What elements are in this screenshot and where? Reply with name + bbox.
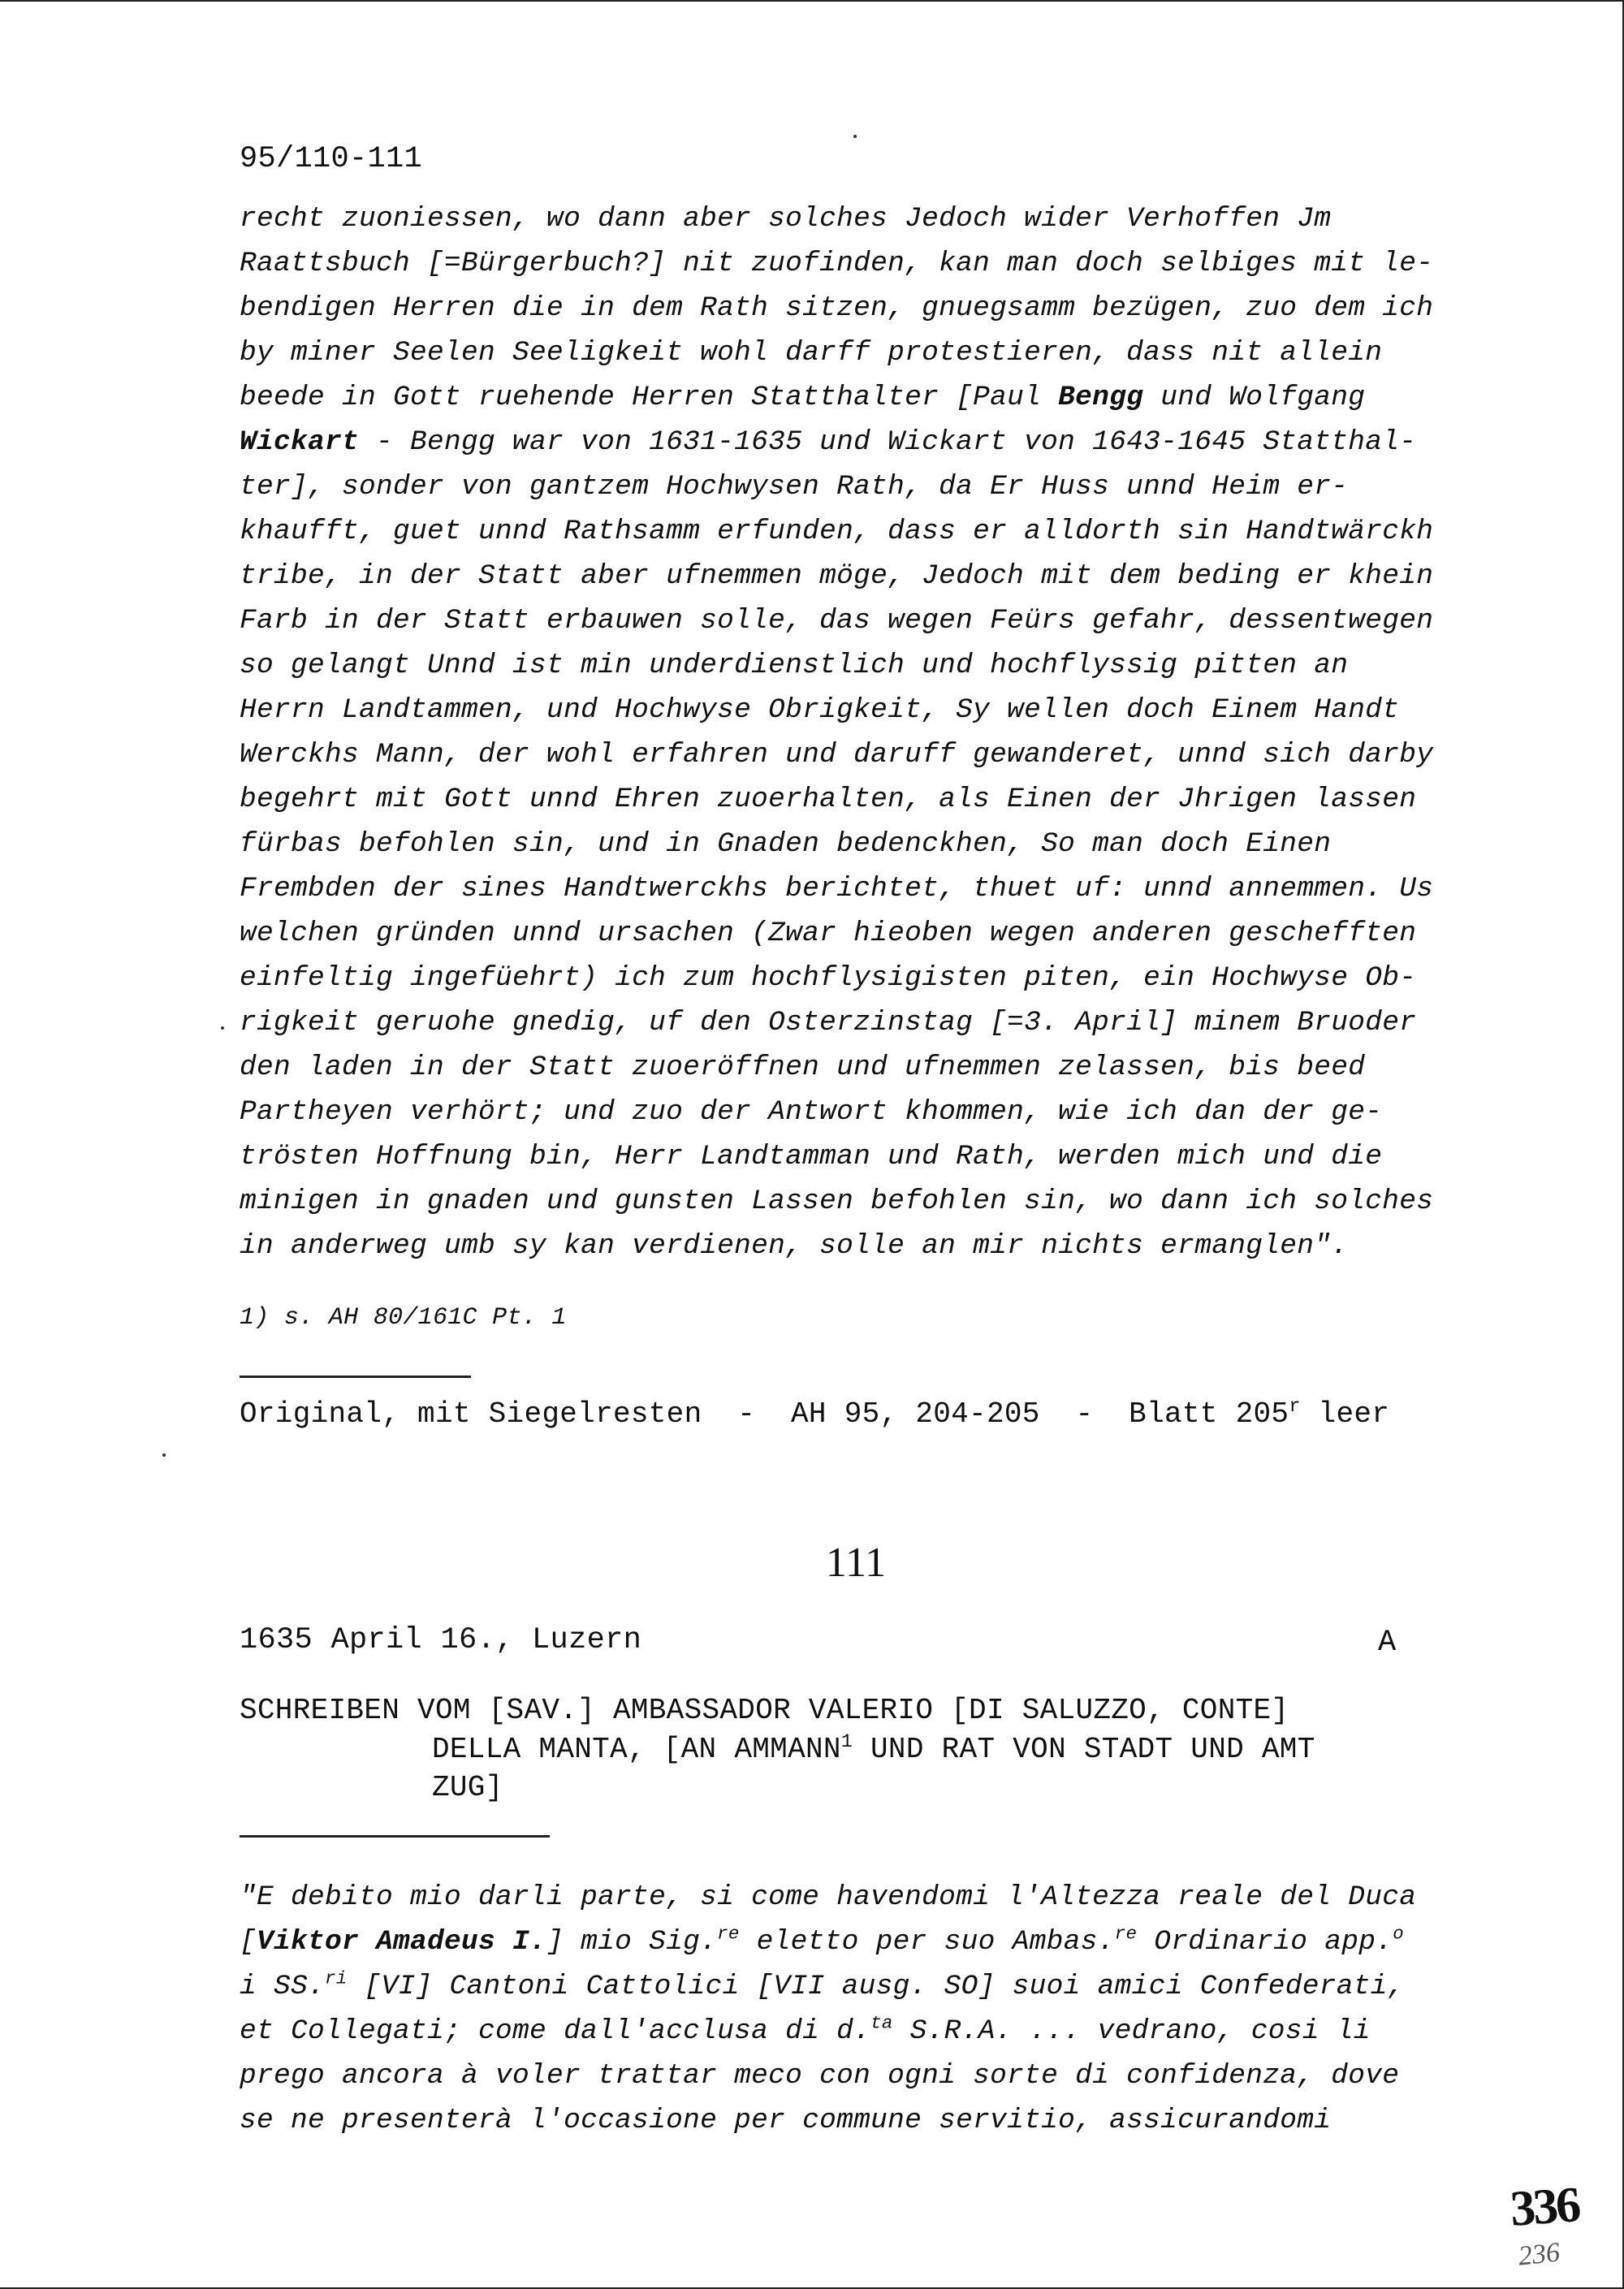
text-line: by miner Seelen Seeligkeit wohl darff protestieren, dass nit allein <box>240 337 1383 369</box>
text-line: Farb in der Statt erbauwen solle, das wegen Feürs gefahr, dessentwegen <box>240 605 1434 637</box>
text-line: Partheyen verhört; und zuo der Antwort khommen, wie ich dan der ge- <box>240 1096 1383 1128</box>
text-line: begehrt mit Gott unnd Ehren zuoerhalten, als Einen der Jhrigen lassen <box>240 784 1417 815</box>
document-type: A <box>1378 1626 1397 1660</box>
source-note: Original, mit Siegelresten - AH 95, 204-205 - Blatt 205$^r$ leer <box>240 1397 1390 1431</box>
text-line: "E debito mio darli parte, si come havendomi l'Altezza reale del Duca <box>240 1881 1417 1913</box>
text-line: et Collegati; come dall'acclusa di d.$^{ta}$ S.R.A. ... vedrano, cosi li <box>240 2012 1371 2047</box>
text-line: so gelangt Unnd ist min underdienstlich und hochflyssig pitten an <box>240 650 1349 681</box>
document-heading: SCHREIBEN VOM [SAV.] AMBASSADOR VALERIO [DI SALUZZO, CONTE] DELLA MANTA, [AN AMMANN$^1$ UND RAT VON STADT UND AMT ZUG] <box>240 1694 1315 1805</box>
handwritten-page-number: 336 <box>1508 2177 1581 2237</box>
text-line: ter], sonder von gantzem Hochwysen Rath, da Er Huss unnd Heim er- <box>240 471 1349 503</box>
text-line: fürbas befohlen sin, und in Gnaden bedenckhen, So man doch Einen <box>240 828 1332 860</box>
text-line: se ne presenterà l'occasione per commune servitio, assicurandomi <box>240 2105 1332 2136</box>
document-number: 111 <box>825 1540 887 1586</box>
text-line: minigen in gnaden und gunsten Lassen befohlen sin, wo dann ich solches <box>240 1186 1434 1217</box>
name-wickart: Wickart <box>240 426 360 458</box>
footnote: 1) s. AH 80/161C Pt. 1 <box>240 1304 567 1332</box>
text-line: rigkeit geruohe gnedig, uf den Osterzinstag [=3. April] minem Bruoder <box>240 1007 1417 1039</box>
text-line: Frembden der sines Handtwerckhs berichtet, thuet uf: unnd annemmen. Us <box>240 873 1434 905</box>
text-line: Raattsbuch [=Bürgerbuch?] nit zuofinden, kan man doch selbiges mit le- <box>240 248 1434 279</box>
heading-divider <box>240 1835 550 1838</box>
text-line: khaufft, guet unnd Rathsamm erfunden, dass er alldorth sin Handtwärckh <box>240 516 1434 547</box>
handwritten-page-number-small: 236 <box>1517 2237 1561 2272</box>
text-line: in anderweg umb sy kan verdienen, solle an mir nichts ermanglen". <box>240 1230 1349 1262</box>
name-bengg: Bengg <box>1058 382 1144 413</box>
text-line: den laden in der Statt zuoeröffnen und ufnemmen zelassen, bis beed <box>240 1052 1366 1083</box>
text-line: Wickart - Bengg war von 1631-1635 und Wickart von 1643-1645 Statthal- <box>240 426 1417 458</box>
text-line: i SS.$^{ri}$ [VI] Cantoni Cattolici [VII ausg. SO] suoi amici Confederati, <box>240 1967 1405 2002</box>
margin-dot <box>162 1453 166 1457</box>
text-line: einfeltig ingefüehrt) ich zum hochflysigisten piten, ein Hochwyse Ob- <box>240 962 1417 994</box>
document-date-place: 1635 April 16., Luzern <box>240 1623 642 1657</box>
text-line: Werckhs Mann, der wohl erfahren und daruff gewanderet, unnd sich darby <box>240 739 1434 771</box>
text-line: bendigen Herren die in dem Rath sitzen, gnuegsamm bezügen, zuo dem ich <box>240 292 1434 324</box>
text-line: trösten Hoffnung bin, Herr Landtamman und Rath, werden mich und die <box>240 1141 1383 1173</box>
text-line: prego ancora à voler trattar meco con ogni sorte di confidenza, dove <box>240 2060 1400 2092</box>
text-line: [Viktor Amadeus I.] mio Sig.$^{re}$ eletto per suo Ambas.$^{re}$ Ordinario app.$^o$ <box>240 1923 1405 1958</box>
footnote-divider <box>240 1376 471 1378</box>
text-line: welchen gründen unnd ursachen (Zwar hieoben wegen anderen geschefften <box>240 918 1417 949</box>
page-reference: 95/110-111 <box>240 142 423 176</box>
text-line: recht zuoniessen, wo dann aber solches Jedoch wider Verhoffen Jm <box>240 203 1332 235</box>
text-line: Herrn Landtammen, und Hochwyse Obrigkeit, Sy wellen doch Einem Handt <box>240 694 1400 726</box>
margin-dot <box>221 1026 224 1030</box>
text-line: beede in Gott ruehende Herren Statthalter [Paul Bengg und Wolfgang <box>240 382 1366 413</box>
text-line: tribe, in der Statt aber ufnemmen möge, Jedoch mit dem beding er khein <box>240 560 1434 592</box>
margin-dot <box>853 135 857 138</box>
